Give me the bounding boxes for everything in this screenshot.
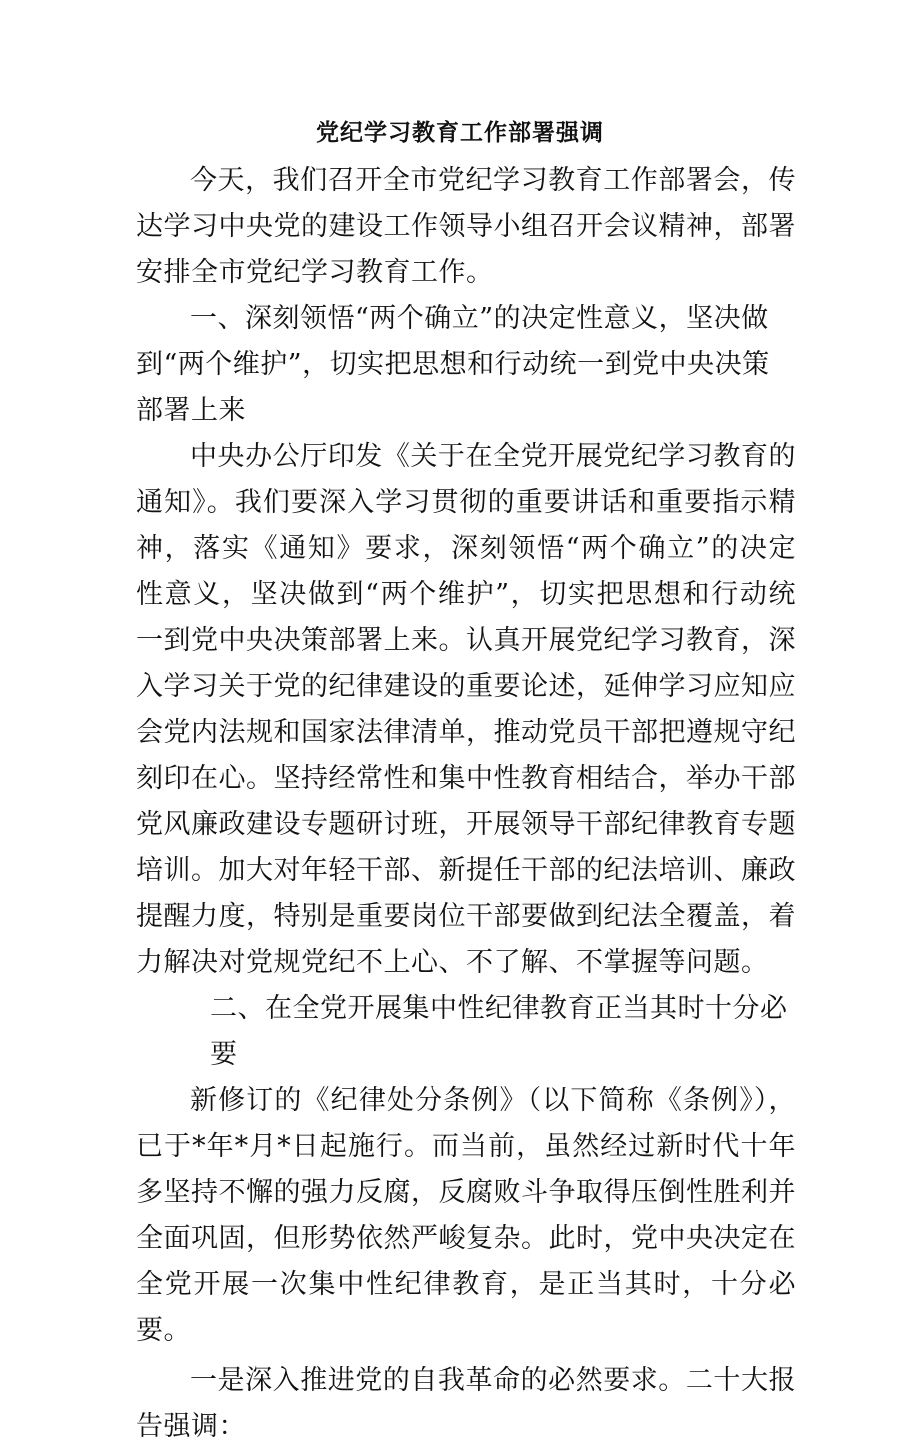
paragraph-section-2: 新修订的《纪律处分条例》（以下简称《条例》），已于*年*月*日起施行。而当前，虽然经过新时代十年多坚持不懈的强力反腐，反腐败斗争取得压倒性胜利并全面巩固，但形势依然严峻复杂。此时，党中央决定在全党开展一次集中性纪律教育，是正当其时，十分必要。 xyxy=(136,1085,796,1346)
paragraph-section-1: 中央办公厅印发《关于在全党开展党纪学习教育的通知》。我们要深入学习贯彻的重要讲话和重要指示精神，落实《通知》要求，深刻领悟“两个确立”的决定性意义，坚决做到“两个维护”，切实把思想和行动统一到党中央决策部署上来。认真开展党纪学习教育，深入学习关于党的纪律建设的重要论述，延伸学习应知应会党内法规和国家法律清单，推动党员干部把遵规守纪刻印在心。坚持经常性和集中性教育相结合，举办干部党风廉政建设专题研讨班，开展领导干部纪律教育专题培训。加大对年轻干部、新提任干部的纪法培训、廉政提醒力度，特别是重要岗位干部要做到纪法全覆盖，着力解决对党规党纪不上心、不了解、不掌握等问题。 xyxy=(136,441,796,978)
paragraph-point-1: 一是深入推进党的自我革命的必然要求。二十大报告强调： xyxy=(136,1365,796,1442)
section-heading-2: 二、在全党开展集中性纪律教育正当其时十分必要 xyxy=(210,993,788,1070)
document-title: 党纪学习教育工作部署强调 xyxy=(316,119,604,146)
paragraph-intro: 今天，我们召开全市党纪学习教育工作部署会，传达学习中央党的建设工作领导小组召开会议精神，部署安排全市党纪学习教育工作。 xyxy=(136,165,796,288)
document-body xyxy=(136,158,796,1450)
section-heading-1: 一、深刻领悟“两个确立”的决定性意义，坚决做到“两个维护”，切实把思想和行动统一到党中央决策部署上来 xyxy=(136,303,770,426)
